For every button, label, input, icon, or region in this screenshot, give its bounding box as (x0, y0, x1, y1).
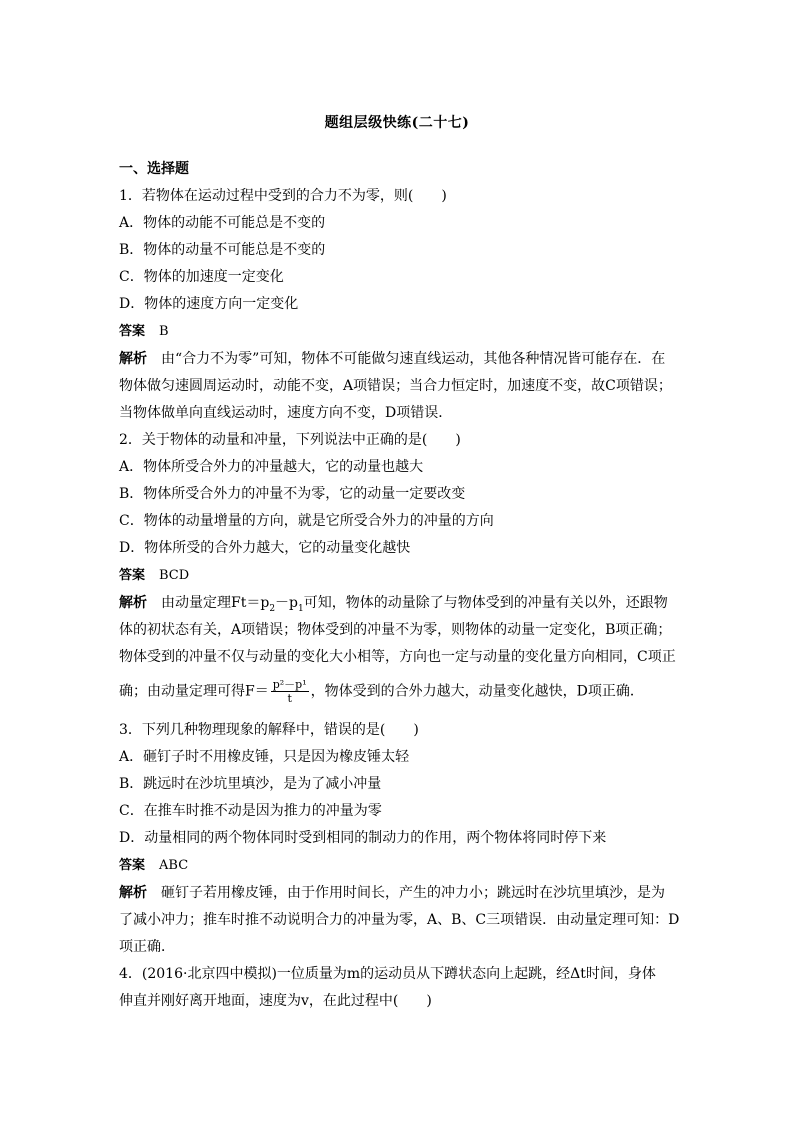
subscript: 2 (269, 603, 276, 614)
fraction-numerator: p²－p¹ (272, 678, 307, 691)
section-heading: 一、选择题 (119, 161, 189, 177)
question-1-explain-line-3: 当物体做单向直线运动时，速度方向不变，D项错误． (119, 405, 453, 421)
question-2-option-a: A．物体所受合外力的冲量越大，它的动量也越大 (119, 459, 424, 475)
question-1-option-d: D．物体的速度方向一定变化 (119, 296, 299, 312)
fraction-denominator: t (287, 692, 292, 705)
answer-value: BCD (159, 568, 190, 583)
question-3-option-c: C．在推车时推不动是因为推力的冲量为零 (119, 803, 382, 819)
question-4-stem-line-1: 4．(2016·北京四中模拟)一位质量为m的运动员从下蹲状态向上起跳，经Δt时间，身体 (119, 966, 656, 982)
explain-text: 砸钉子若用橡皮锤，由于作用时间长，产生的冲力小；跳远时在沙坑里填沙，是为 (161, 885, 665, 901)
question-1-explain-line-2: 物体做匀速圆周运动时，动能不变，A项错误；当合力恒定时，加速度不变，故C项错误； (119, 378, 672, 394)
answer-label: 答案 (119, 324, 146, 339)
question-1-answer (119, 323, 679, 341)
question-3-answer (119, 857, 679, 875)
explain-text: －p (275, 595, 299, 611)
question-2-option-b: B．物体所受合外力的冲量不为零，它的动量一定要改变 (119, 486, 466, 502)
page-title: 题组层级快练(二十七) (324, 115, 470, 131)
explain-text: 由“合力不为零”可知，物体不可能做匀速直线运动，其他各种情况皆可能存在．在 (161, 351, 666, 367)
explain-text: 可知，物体的动量除了与物体受到的冲量有关以外，还跟物 (303, 595, 668, 611)
question-2-explain-line-3: 物体受到的冲量不仅与动量的变化大小相等，方向也一定与动量的变化量方向相同，C项正 (119, 649, 676, 665)
question-3-explain-line-1 (119, 884, 679, 902)
answer-value: ABC (159, 858, 189, 873)
explain-text: 确；由动量定理可得F＝ (119, 683, 269, 700)
question-2-stem: 2．关于物体的动量和冲量，下列说法中正确的是( ) (119, 432, 461, 448)
answer-label: 答案 (119, 858, 146, 873)
question-2-explain-line-2: 体的初状态有关，A项错误；物体受到的冲量不为零，则物体的动量一定变化，B项正确； (119, 622, 672, 638)
question-3-stem: 3．下列几种物理现象的解释中，错误的是( ) (119, 722, 419, 738)
explain-text: 由动量定理Ft＝p (161, 595, 270, 611)
question-1-option-c: C．物体的加速度一定变化 (119, 269, 284, 285)
answer-value: B (159, 324, 169, 339)
question-2-option-c: C．物体的动量增量的方向，就是它所受合外力的冲量的方向 (119, 513, 494, 529)
answer-label: 答案 (119, 568, 146, 583)
question-1-option-a: A．物体的动能不可能总是不变的 (119, 215, 326, 231)
question-2-explain-line-4 (119, 678, 679, 705)
question-2-explain-line-1 (119, 594, 679, 618)
question-1-stem: 1．若物体在运动过程中受到的合力不为零，则( ) (119, 188, 447, 204)
question-3-option-a: A．砸钉子时不用橡皮锤，只是因为橡皮锤太轻 (119, 749, 410, 765)
explain-label: 解析 (119, 595, 147, 611)
question-4-stem-line-2: 伸直并刚好离开地面，速度为v，在此过程中( ) (119, 993, 432, 1009)
fraction (271, 678, 309, 705)
question-2-answer (119, 567, 679, 585)
explain-text: ，物体受到的合外力越大，动量变化越快，D项正确． (310, 683, 644, 700)
question-1-explain-line-1 (119, 350, 679, 368)
explain-label: 解析 (119, 351, 147, 367)
question-1-option-b: B．物体的动量不可能总是不变的 (119, 242, 326, 258)
question-3-explain-line-2: 了减小冲力；推车时推不动说明合力的冲量为零，A、B、C三项错误．由动量定理可知：D (119, 912, 680, 928)
question-2-option-d: D．物体所受的合外力越大，它的动量变化越快 (119, 540, 411, 556)
question-3-option-d: D．动量相同的两个物体同时受到相同的制动力的作用，两个物体将同时停下来 (119, 830, 607, 846)
question-3-option-b: B．跳远时在沙坑里填沙，是为了减小冲量 (119, 776, 382, 792)
question-3-explain-line-3: 项正确． (119, 939, 175, 955)
subscript: 1 (298, 603, 304, 614)
explain-label: 解析 (119, 885, 147, 901)
